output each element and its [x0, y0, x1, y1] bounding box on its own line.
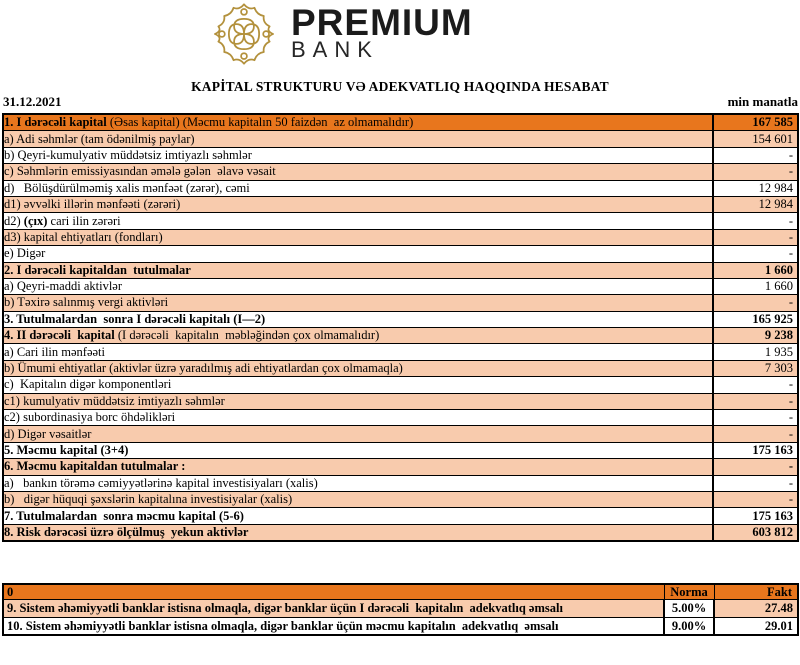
- row-value: -: [713, 410, 798, 426]
- row-label: 5. Məcmu kapital (3+4): [3, 442, 713, 458]
- row-label: a) Adi səhmlər (tam ödənilmiş paylar): [3, 131, 713, 147]
- table-row: [3, 295, 798, 311]
- ratio-fakt-value: 27.48: [714, 600, 798, 618]
- row-label: c1) kumulyativ müddətsiz imtiyazlı səhmlər: [3, 393, 713, 409]
- table-row: [3, 246, 798, 262]
- ratio-row-label: 10. Sistem əhəmiyyətli banklar istisna olmaqla, digər banklar üçün məcmu kapitalın adekvatlıq əmsalı: [3, 617, 664, 635]
- brand-name: PREMIUM: [291, 2, 473, 43]
- table-row: [3, 393, 798, 409]
- row-value: -: [713, 295, 798, 311]
- row-label: b) Qeyri-kumulyativ müddətsiz imtiyazlı səhmlər: [3, 147, 713, 163]
- row-label: 3. Tutulmalardan sonra I dərəcəli kapitalı (I—2): [3, 311, 713, 327]
- ratio-row-label: 9. Sistem əhəmiyyətli banklar istisna olmaqla, digər banklar üçün I dərəcəli kapitalın adekvatlıq əmsalı: [3, 600, 664, 618]
- row-value: -: [713, 426, 798, 442]
- row-label: d) Digər vəsaitlər: [3, 426, 713, 442]
- row-value: -: [713, 393, 798, 409]
- premium-bank-logo: [209, 2, 473, 66]
- row-value: -: [713, 164, 798, 180]
- table-row: [3, 180, 798, 196]
- ratio-table-body: [3, 600, 798, 636]
- table-row: [3, 147, 798, 163]
- row-label: d3) kapital ehtiyatları (fondları): [3, 229, 713, 245]
- row-label: a) Cari ilin mənfəəti: [3, 344, 713, 360]
- table-row: [3, 426, 798, 442]
- bank-emblem-icon: [209, 2, 279, 66]
- meta-row: [3, 94, 798, 110]
- row-value: 1 935: [713, 344, 798, 360]
- row-label: d1) əvvəlki illərin mənfəəti (zərəri): [3, 196, 713, 212]
- ratio-header-fakt: Fakt: [714, 584, 798, 600]
- ratio-header-zero: 0: [3, 584, 664, 600]
- row-label: 7. Tutulmalardan sonra məcmu kapital (5-6): [3, 508, 713, 524]
- ratio-header-row: [3, 584, 798, 600]
- ratio-header-norma: Norma: [664, 584, 714, 600]
- row-value: 1 660: [713, 262, 798, 278]
- row-value: -: [713, 475, 798, 491]
- table-row: [3, 164, 798, 180]
- table-row: [3, 459, 798, 475]
- table-row: [3, 213, 798, 229]
- row-label: a) Qeyri-maddi aktivlər: [3, 278, 713, 294]
- report-title: KAPİTAL STRUKTURU VƏ ADEKVATLIQ HAQQINDA HESABAT: [191, 79, 609, 94]
- row-label: 8. Risk dərəcəsi üzrə ölçülmuş yekun aktivlər: [3, 524, 713, 541]
- row-value: 165 925: [713, 311, 798, 327]
- brand-text-block: [291, 2, 473, 61]
- report-date: 31.12.2021: [3, 94, 62, 109]
- row-label: c) Kapitalın digər komponentləri: [3, 377, 713, 393]
- brand-subtitle: BANK: [291, 37, 379, 62]
- table-row: [3, 442, 798, 458]
- row-value: 603 812: [713, 524, 798, 541]
- row-label: c2) subordinasiya borc öhdəlikləri: [3, 410, 713, 426]
- ratio-row: [3, 600, 798, 618]
- ratio-fakt-value: 29.01: [714, 617, 798, 635]
- row-value: -: [713, 459, 798, 475]
- capital-table: [2, 113, 799, 542]
- row-value: 1 660: [713, 278, 798, 294]
- row-label: e) Digər: [3, 246, 713, 262]
- table-row: [3, 360, 798, 376]
- row-value: 154 601: [713, 131, 798, 147]
- row-value: 12 984: [713, 180, 798, 196]
- row-value: 7 303: [713, 360, 798, 376]
- row-label: 1. I dərəcəli kapital (Əsas kapital) (Məcmu kapitalın 50 faizdən az olmamalıdır): [3, 114, 713, 131]
- row-label: b) Təxirə salınmış vergi aktivləri: [3, 295, 713, 311]
- row-value: 12 984: [713, 196, 798, 212]
- table-row: [3, 196, 798, 212]
- ratio-norma-value: 9.00%: [664, 617, 714, 635]
- row-label: b) Ümumi ehtiyatlar (aktivlər üzrə yaradılmış adi ehtiyatlardan çox olmamaqla): [3, 360, 713, 376]
- ratio-table: [2, 583, 799, 636]
- table-row: [3, 114, 798, 131]
- row-label: c) Səhmlərin emissiyasından əmələ gələn əlavə vəsait: [3, 164, 713, 180]
- table-row: [3, 491, 798, 507]
- table-row: [3, 229, 798, 245]
- table-row: [3, 278, 798, 294]
- table-row: [3, 524, 798, 541]
- unit-label: min manatla: [727, 94, 798, 109]
- row-value: -: [713, 377, 798, 393]
- row-value: -: [713, 147, 798, 163]
- table-row: [3, 131, 798, 147]
- row-label: d2) (çıx) cari ilin zərəri: [3, 213, 713, 229]
- row-label: 4. II dərəcəli kapital (I dərəcəli kapitalın məbləğindən çox olmamalıdır): [3, 328, 713, 344]
- row-value: -: [713, 491, 798, 507]
- row-value: -: [713, 229, 798, 245]
- row-label: d) Bölüşdürülməmiş xalis mənfəət (zərər), cəmi: [3, 180, 713, 196]
- row-label: 2. I dərəcəli kapitaldan tutulmalar: [3, 262, 713, 278]
- ratio-row: [3, 617, 798, 635]
- row-value: -: [713, 213, 798, 229]
- row-value: -: [713, 246, 798, 262]
- row-value: 9 238: [713, 328, 798, 344]
- table-row: [3, 508, 798, 524]
- row-value: 175 163: [713, 508, 798, 524]
- capital-table-body: [3, 114, 798, 541]
- row-label: a) bankın törəmə cəmiyyətlərinə kapital investisiyaları (xalis): [3, 475, 713, 491]
- table-row: [3, 410, 798, 426]
- table-row: [3, 311, 798, 327]
- table-row: [3, 475, 798, 491]
- row-value: 175 163: [713, 442, 798, 458]
- row-label: b) digər hüquqi şəxslərin kapitalına investisiyalar (xalis): [3, 491, 713, 507]
- table-row: [3, 377, 798, 393]
- row-label: 6. Məcmu kapitaldan tutulmalar :: [3, 459, 713, 475]
- table-row: [3, 344, 798, 360]
- row-value: 167 585: [713, 114, 798, 131]
- ratio-norma-value: 5.00%: [664, 600, 714, 618]
- table-row: [3, 328, 798, 344]
- table-row: [3, 262, 798, 278]
